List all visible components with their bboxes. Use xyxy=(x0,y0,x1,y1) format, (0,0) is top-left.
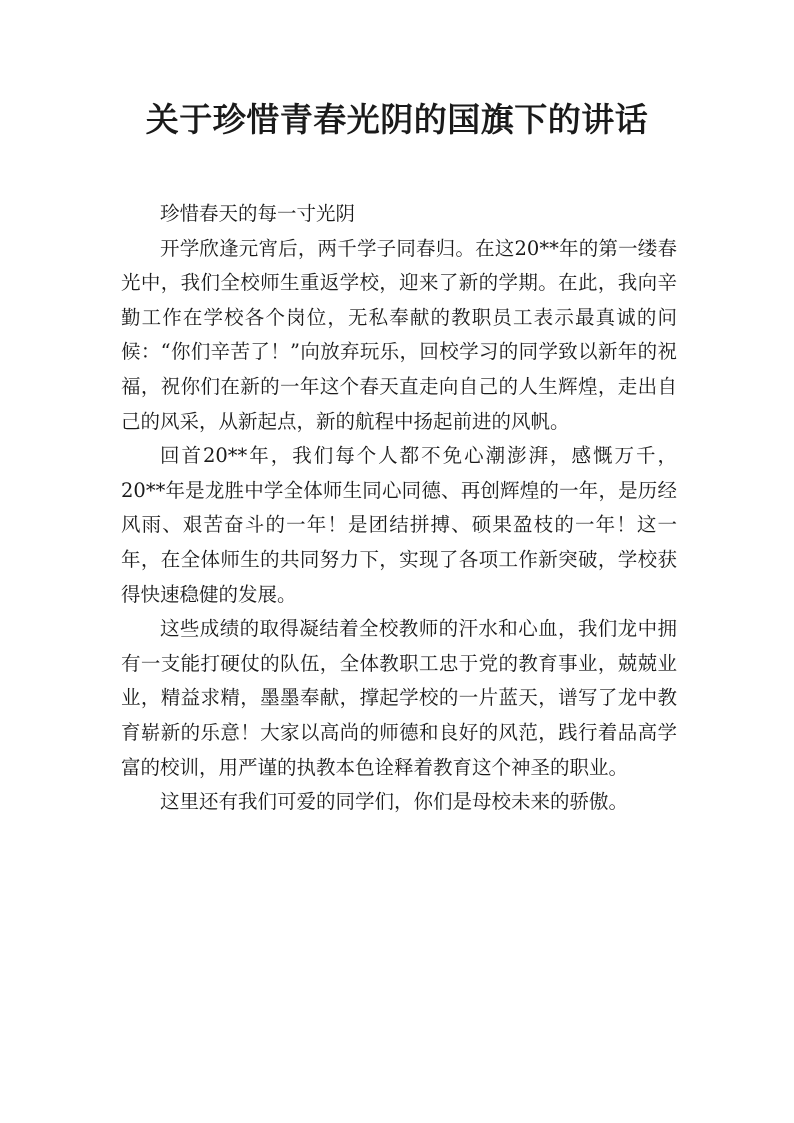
body-paragraph: 这里还有我们可爱的同学们，你们是母校未来的骄傲。 xyxy=(160,790,629,814)
body-paragraph: 回首20**年，我们每个人都不免心潮澎湃，感慨万千，20**年是龙胜中学全体师生同心同德、再创辉煌的一年，是历经风雨、艰苦奋斗的一年！是团结拼搏、硕果盈枝的一年！这一年，在全体师生的共同努力下，实现了各项工作新突破，学校获得快速稳健的发展。 xyxy=(121,444,677,606)
document-title: 关于珍惜青春光阴的国旗下的讲话 xyxy=(145,100,649,139)
body-paragraph: 这些成绩的取得凝结着全校教师的汗水和心血，我们龙中拥有一支能打硬仗的队伍，全体教职工忠于党的教育事业，兢兢业业，精益求精，墨墨奉献，撑起学校的一片蓝天，谱写了龙中教育崭新的乐意！大家以高尚的师德和良好的风范，践行着品高学富的校训，用严谨的执教本色诠释着教育这个神圣的职业。 xyxy=(121,617,677,779)
subtitle-paragraph: 珍惜春天的每一寸光阴 xyxy=(160,202,356,225)
document-body xyxy=(121,197,677,820)
body-paragraph: 开学欣逢元宵后，两千学子同春归。在这20**年的第一缕春光中，我们全校师生重返学校，迎来了新的学期。在此，我向辛勤工作在学校各个岗位，无私奉献的教职员工表示最真诚的问候：“你们辛苦了！”向放弃玩乐，回校学习的同学致以新年的祝福，祝你们在新的一年这个春天直走向自己的人生辉煌，走出自己的风采，从新起点，新的航程中扬起前进的风帆。 xyxy=(121,236,677,433)
